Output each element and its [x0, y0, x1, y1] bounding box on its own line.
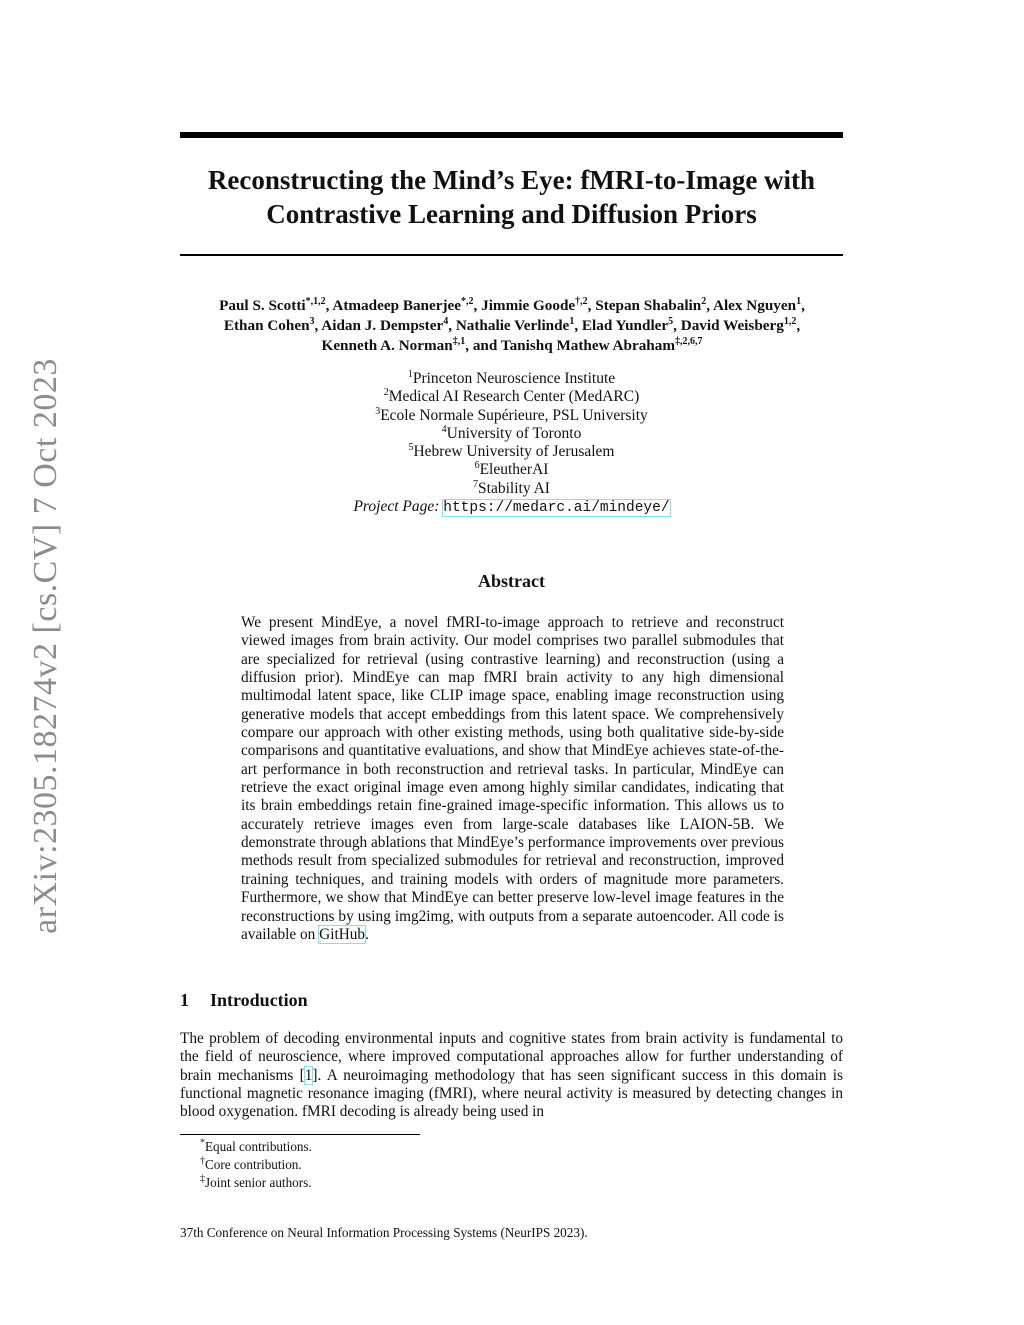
affiliation: $^3$Ecole Normale Supérieure, PSL University: [375, 405, 648, 424]
author-sup: 3: [309, 315, 315, 327]
abstract-body: We present MindEye, a novel fMRI-to-image approach to retrieve and reconstruct viewed images from brain activity. Our model comprises two parallel submodules that are specialized for retrieval (using contrastive learning) and reconstruction (using a diffusion prior). MindEye can map fMRI brain activity to any high dimensional multimodal latent space, like CLIP image space, enabling image reconstruction using generative models that accept embeddings from this latent space. We comprehensively compare our approach with other existing methods, using both qualitative side-by-side comparisons and quantitative evaluations, and show that MindEye achieves state-of-the-art performance in both reconstruction and retrieval tasks. In particular, MindEye can retrieve the exact original image even among highly similar candidates, indicating that its brain embeddings retain fine-grained image-specific information. This allows us to accurately retrieve images even from large-scale databases like LAION-5B. We demonstrate through ablations that MindEye’s performance improvements over previous methods result from specialized submodules for retrieval and reconstruction, improved training techniques, and training models with orders of magnitude more parameters. Furthermore, we show that MindEye can better preserve low-level image features in the reconstructions by using img2img, with outputs from a separate autoencoder. All code is available on GitHub.: [241, 614, 784, 943]
section-number: 1: [180, 990, 189, 1010]
affiliation: $^1$Princeton Neuroscience Institute: [407, 368, 616, 387]
arxiv-stamp: arXiv:2305.18274v2 [cs.CV] 7 Oct 2023: [27, 358, 64, 934]
author-sup: 1: [796, 295, 802, 307]
project-page-label: Project Page:: [353, 498, 440, 516]
section-title: Introduction: [210, 990, 308, 1010]
author-sup: 5: [668, 315, 674, 327]
affiliation: $^6$EleutherAI: [474, 460, 549, 479]
author: Tanishq Mathew Abraham: [500, 337, 675, 354]
affiliation: $^5$Hebrew University of Jerusalem: [408, 442, 615, 461]
author-sup: ‡,1: [452, 335, 466, 347]
title-line-2: Contrastive Learning and Diffusion Priors: [266, 199, 757, 229]
footnotes: [180, 1138, 312, 1192]
affiliation: $^7$Stability AI: [473, 478, 550, 497]
author: Kenneth A. Norman: [321, 337, 453, 354]
affiliation: $^2$Medical AI Research Center (MedARC): [383, 387, 640, 406]
title-bottom-rule: [180, 254, 843, 256]
author-sup: 1: [569, 315, 575, 327]
affiliation: $^4$University of Toronto: [441, 423, 582, 442]
author: Nathalie Verlinde: [455, 317, 570, 334]
affiliations: [180, 370, 843, 517]
abstract-heading: Abstract: [478, 571, 545, 591]
footnote: †Core contribution.: [200, 1155, 302, 1172]
conference-note: 37th Conference on Neural Information Processing Systems (NeurIPS 2023).: [180, 1225, 588, 1240]
author: Stepan Shabalin: [595, 297, 702, 314]
project-page: [180, 498, 843, 517]
author-list: Paul S. Scotti$^{*,1,2}$, Atmadeep Banerjee$^{*,2}$, Jimmie Goode$^{\dagger,2}$, Stepan Shabalin$^2$, Alex Nguyen$^1$, Ethan Cohen$^3$, Aidan J. Dempster$^4$, Nathalie Verlinde$^1$, Elad Yundler$^5$, David Weisberg$^{1,2}$, Kenneth A. Norman$^{\ddagger,1}$, and Tanishq Mathew Abraham$^{\ddagger,2,6,7}$: [219, 295, 805, 354]
project-page-link[interactable]: https://medarc.ai/mindeye/: [443, 500, 670, 517]
author: Aidan J. Dempster: [321, 317, 444, 334]
author-sup: 4: [443, 315, 449, 327]
author: David Weisberg: [680, 317, 784, 334]
footnote-rule: [180, 1134, 420, 1135]
abstract-text: We present MindEye, a novel fMRI-to-image approach to retrieve and reconstruct viewed images from brain activity. Our model comprises two parallel submodules that are specialized for retrieval (using contrastive learning) and reconstruction (using a diffusion prior). MindEye can map fMRI brain activity to any high dimensional multimodal latent space, like CLIP image space, enabling image reconstruction using generative models that accept embeddings from this latent space. We comprehensively compare our approach with other existing methods, using both qualitative side-by-side comparisons and quantitative evaluations, and show that MindEye achieves state-of-the-art performance in both reconstruction and retrieval tasks. In particular, MindEye can retrieve the exact original image even among highly similar candidates, indicating that its brain embeddings retain fine-grained image-specific information. This allows us to accurately retrieve images even from large-scale databases like LAION-5B. We demonstrate through ablations that MindEye’s performance improvements over previous methods result from specialized submodules for retrieval and reconstruction, improved training techniques, and training models with orders of magnitude more parameters. Furthermore, we show that MindEye can better preserve low-level image features in the reconstructions by using img2img, with outputs from a separate autoencoder. All code is available on: [241, 614, 784, 943]
author-sup: 1,2: [783, 315, 797, 327]
intro-paragraph: The problem of decoding environmental inputs and cognitive states from brain activity is fundamental to the field of neuroscience, where improved computational approaches allow for further understanding of brain mechanisms [1]. A neuroimaging methodology that has seen significant success in this domain is functional magnetic resonance imaging (fMRI), where neural activity is measured by detecting changes in blood oxygenation. fMRI decoding is already being used in: [180, 1030, 843, 1121]
footnote: ‡Joint senior authors.: [200, 1173, 312, 1190]
author: Alex Nguyen: [712, 297, 797, 314]
citation-link[interactable]: 1: [304, 1066, 313, 1084]
paper-title: [180, 163, 843, 231]
author: Elad Yundler: [581, 317, 669, 334]
section-heading: [180, 990, 308, 1011]
author-sup: *,2: [461, 295, 474, 307]
author: Paul S. Scotti: [219, 297, 306, 314]
author: Atmadeep Banerjee: [332, 297, 462, 314]
author-sup: †,2: [575, 295, 588, 307]
github-link[interactable]: GitHub: [319, 925, 366, 943]
title-top-rule: [180, 132, 843, 138]
author-sup: 2: [701, 295, 707, 307]
author: Jimmie Goode: [481, 297, 576, 314]
author-conjunction: and: [472, 337, 498, 354]
author-sup: *,1,2: [305, 295, 326, 307]
footnote: *Equal contributions.: [200, 1137, 312, 1154]
author: Ethan Cohen: [223, 317, 310, 334]
author-sup: ‡,2,6,7: [674, 335, 703, 347]
title-line-1: Reconstructing the Mind’s Eye: fMRI-to-Image with: [207, 165, 816, 195]
